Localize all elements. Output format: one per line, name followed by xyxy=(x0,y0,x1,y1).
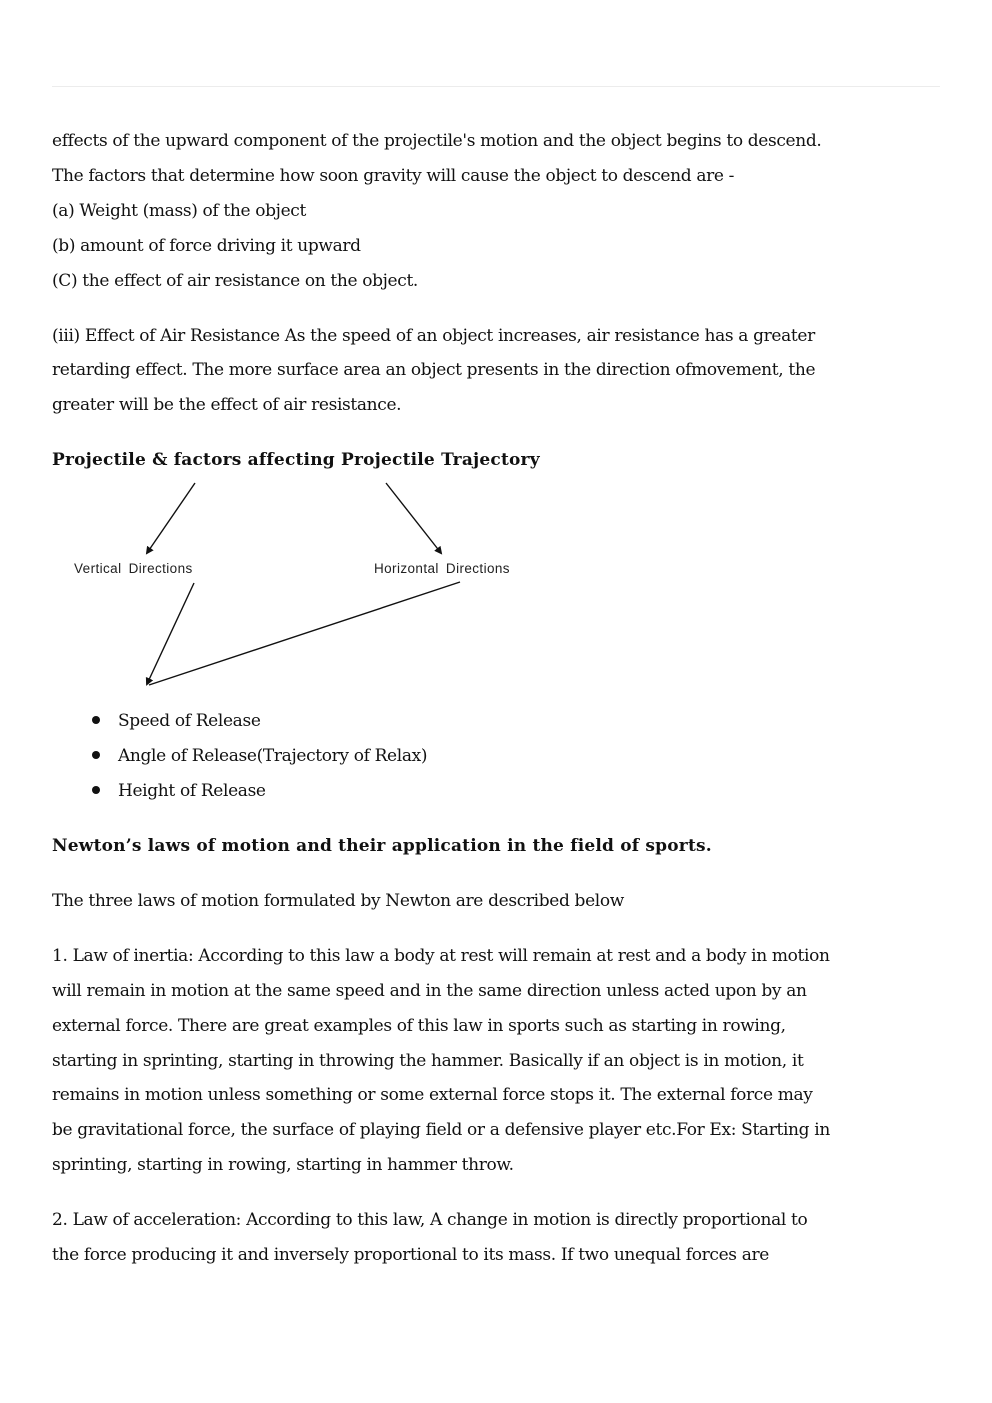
inertia-line-2: will remain in motion at the same speed and in the same direction unless acted upon by an xyxy=(52,981,807,1001)
newton-intro: The three laws of motion formulated by Newton are described below xyxy=(52,891,624,911)
arrow-to-vertical-icon xyxy=(147,483,195,553)
intro-line-2: The factors that determine how soon gravity will cause the object to descend are - xyxy=(52,166,735,186)
projectile-factors-diagram xyxy=(50,470,570,700)
newton-heading: Newton’s laws of motion and their application in the field of sports. xyxy=(52,836,712,856)
intro-line-1: effects of the upward component of the projectile's motion and the object begins to descend. xyxy=(52,131,822,151)
factor-b: (b) amount of force driving it upward xyxy=(52,236,361,256)
factor-c: (C) the effect of air resistance on the object. xyxy=(52,271,418,291)
arrow-horizontal-to-factors-icon xyxy=(149,582,460,685)
diagram-arrows xyxy=(50,470,570,700)
bullet-icon xyxy=(92,751,100,759)
air-resistance-line-1: (iii) Effect of Air Resistance As the speed of an object increases, air resistance has a greater xyxy=(52,326,815,346)
arrow-to-horizontal-icon xyxy=(386,483,441,553)
arrow-vertical-to-factors-icon xyxy=(147,583,194,684)
header-divider xyxy=(52,86,940,87)
bullet-icon xyxy=(92,716,100,724)
inertia-line-1: 1. Law of inertia: According to this law a body at rest will remain at rest and a body in motion xyxy=(52,946,830,966)
bullet-icon xyxy=(92,786,100,794)
acceleration-line-2: the force producing it and inversely proportional to its mass. If two unequal forces are xyxy=(52,1245,769,1265)
air-resistance-line-2: retarding effect. The more surface area an object presents in the direction ofmovement, the xyxy=(52,360,816,380)
inertia-line-6: be gravitational force, the surface of playing field or a defensive player etc.For Ex: Starting in xyxy=(52,1120,830,1140)
release-factor-speed: Speed of Release xyxy=(92,710,261,732)
vertical-directions-label: Vertical Directions xyxy=(74,561,193,576)
release-factor-height: Height of Release xyxy=(92,780,266,802)
projectile-heading: Projectile & factors affecting Projectile Trajectory xyxy=(52,450,540,470)
inertia-line-7: sprinting, starting in rowing, starting in hammer throw. xyxy=(52,1155,514,1175)
acceleration-line-1: 2. Law of acceleration: According to this law, A change in motion is directly proportional to xyxy=(52,1210,808,1230)
release-factor-angle: Angle of Release(Trajectory of Relax) xyxy=(92,745,427,767)
horizontal-directions-label: Horizontal Directions xyxy=(374,561,510,576)
inertia-line-4: starting in sprinting, starting in throwing the hammer. Basically if an object is in motion, it xyxy=(52,1051,804,1071)
inertia-line-3: external force. There are great examples of this law in sports such as starting in rowing, xyxy=(52,1016,786,1036)
factor-a: (a) Weight (mass) of the object xyxy=(52,201,306,221)
air-resistance-line-3: greater will be the effect of air resistance. xyxy=(52,395,402,415)
inertia-line-5: remains in motion unless something or some external force stops it. The external force may xyxy=(52,1085,813,1105)
